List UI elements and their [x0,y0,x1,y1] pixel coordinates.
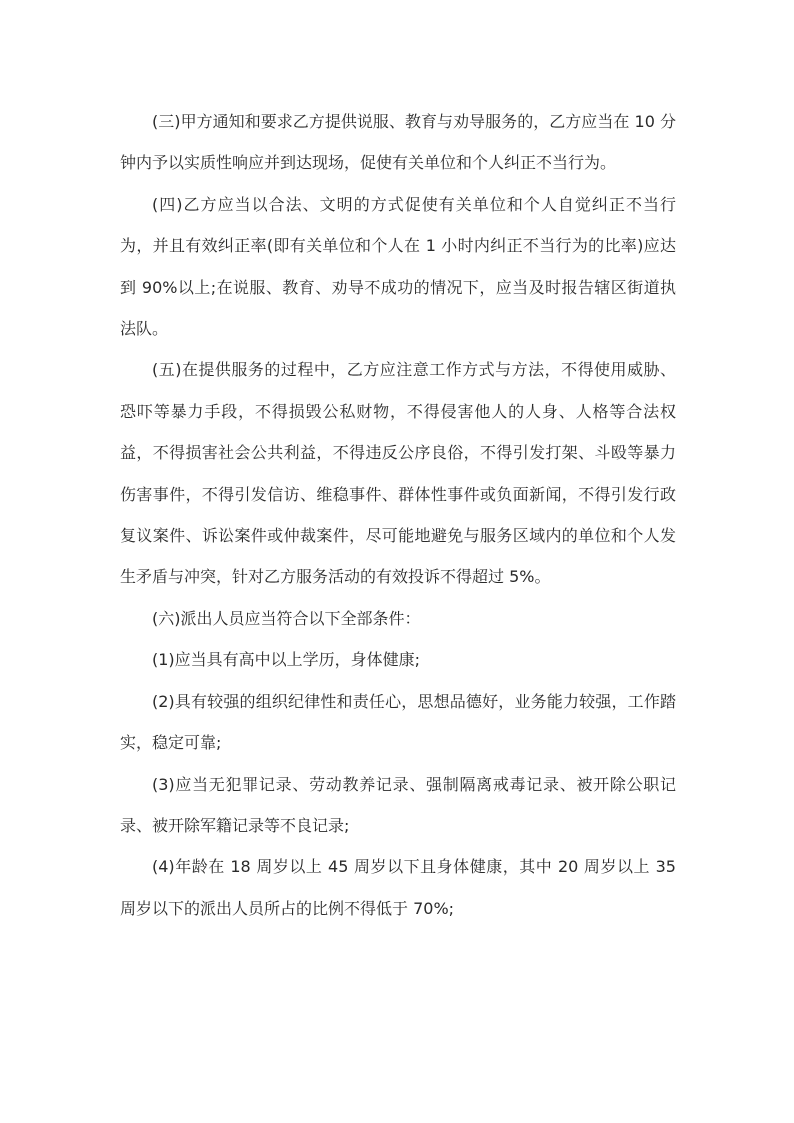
document-body [120,101,676,929]
paragraph-condition-4: (4)年龄在 18 周岁以上 45 周岁以下且身体健康，其中 20 周岁以上 35 周岁以下的派出人员所占的比例不得低于 70%; [120,857,676,918]
paragraph-condition-2: (2)具有较强的组织纪律性和责任心，思想品德好，业务能力较强，工作踏实，稳定可靠; [120,691,676,753]
paragraph-clause-6: (六)派出人员应当符合以下全部条件： [152,608,421,628]
paragraph-condition-3: (3)应当无犯罪记录、劳动教养记录、强制隔离戒毒记录、被开除公职记录、被开除军籍记录等不良记录; [120,774,676,835]
paragraph-clause-5: (五)在提供服务的过程中，乙方应注意工作方式与方法，不得使用威胁、恐吓等暴力手段，不得损毁公私财物，不得侵害他人的人身、人格等合法权益，不得损害社会公共利益，不得违反公序良俗，不得引发打架、斗殴等暴力伤害事件，不得引发信访、维稳事件、群体性事件或负面新闻，不得引发行政复议案件、诉讼案件或仲裁案件，尽可能地避免与服务区域内的单位和个人发生矛盾与冲突，针对乙方服务活动的有效投诉不得超过 5%。 [120,360,676,587]
paragraph-clause-3: (三)甲方通知和要求乙方提供说服、教育与劝导服务的，乙方应当在 10 分钟内予以实质性响应并到达现场，促使有关单位和个人纠正不当行为。 [120,112,676,173]
paragraph-condition-1: (1)应当具有高中以上学历，身体健康; [152,650,421,670]
paragraph-clause-4: (四)乙方应当以合法、文明的方式促使有关单位和个人自觉纠正不当行为，并且有效纠正率(即有关单位和个人在 1 小时内纠正不当行为的比率)应达到 90%以上;在说服、教育、劝导不成功的情况下，应当及时报告辖区街道执法队。 [120,194,676,339]
